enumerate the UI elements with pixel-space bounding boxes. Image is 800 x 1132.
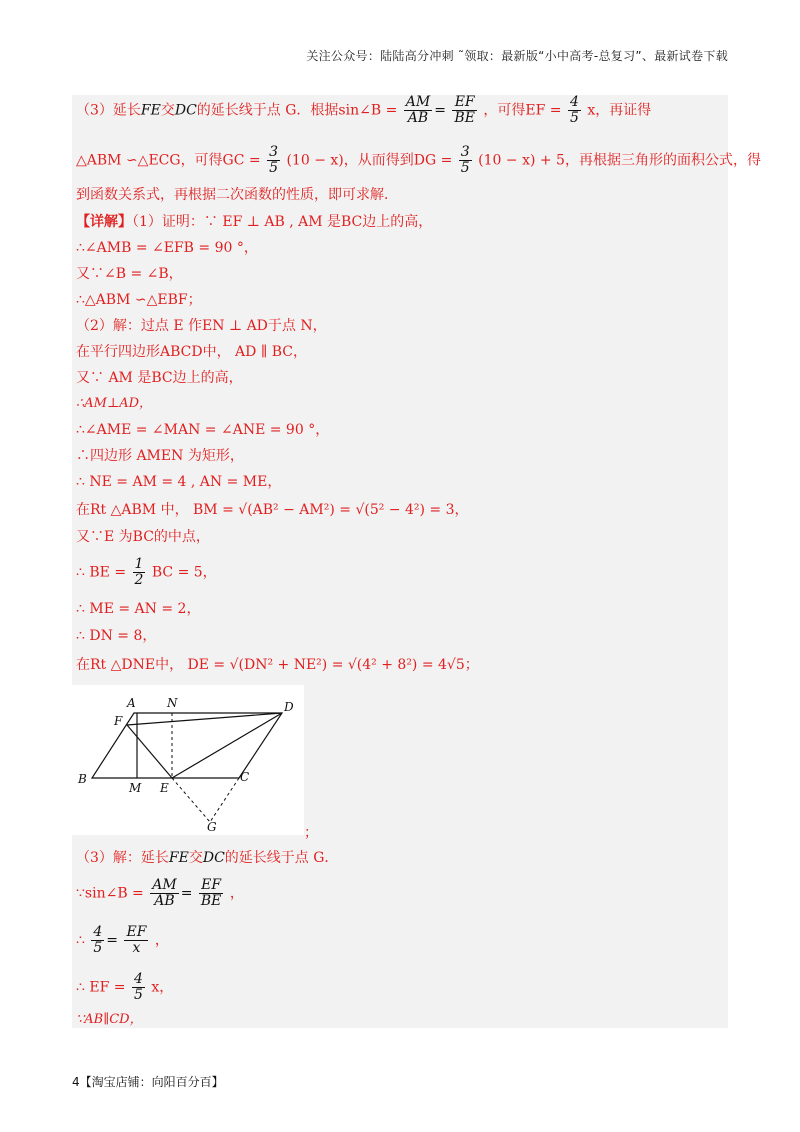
label-f: F	[114, 714, 123, 728]
fraction: $\frac{3}{5}$	[269, 144, 279, 176]
line-15: 在Rt △ABM 中， BM = √(AB² − AM²) = √(5² − 4²) = 3，	[76, 502, 469, 518]
line-10: 又∵ AM 是BC边上的高，	[76, 370, 243, 386]
line-22: ∵sin∠B = $\frac{AM}{AB}$ = $\frac{EF}{BE}$ ，	[76, 877, 244, 909]
line-5: ∴∠AMB = ∠EFB = 90 °，	[76, 240, 258, 256]
line-12: ∴∠AME = ∠MAN = ∠ANE = 90 °，	[76, 422, 330, 438]
label-n: N	[167, 696, 178, 710]
fraction: $\frac{EF}{BE}$	[200, 877, 222, 909]
line-14: ∴ NE = AM = 4 , AN = ME，	[76, 474, 282, 490]
line-25: ∵AB∥CD，	[76, 1012, 143, 1027]
line-23: ∴ $\frac{4}{5}$ = $\frac{EF}{x}$ ，	[76, 924, 169, 956]
line-19: ∴ DN = 8，	[76, 628, 157, 644]
fraction: $\frac{AM}{AB}$	[405, 94, 431, 126]
label-e: E	[160, 781, 169, 795]
fraction: $\frac{EF}{BE}$	[454, 94, 475, 126]
fraction: $\frac{AM}{AB}$	[152, 877, 177, 909]
line-detail-title: 【详解】（1）证明：∵ EF ⊥ AB , AM 是BC边上的高，	[76, 214, 433, 230]
solution-panel	[72, 94, 761, 1028]
line-6: 又∵∠B = ∠B，	[76, 266, 183, 282]
label-a: A	[127, 696, 136, 710]
line-17: ∴ BE = $\frac{1}{2}$ BC = 5，	[76, 556, 217, 588]
fraction: $\frac{4}{5}$	[133, 971, 143, 1003]
label-d: D	[284, 700, 294, 714]
line-24: ∴ EF = $\frac{4}{5}$ x，	[76, 971, 174, 1003]
label-m: M	[129, 781, 142, 795]
fraction: $\frac{1}{2}$	[134, 556, 144, 588]
figure-semicolon: ；	[304, 825, 318, 841]
geometry-figure	[72, 685, 304, 835]
line-16: 又∵E 为BC的中点，	[76, 529, 210, 545]
label-g: G	[207, 820, 217, 834]
line-8: （2）解：过点 E 作EN ⊥ AD于点 N，	[76, 318, 327, 334]
fraction: $\frac{EF}{x}$	[126, 924, 147, 956]
line-20: 在Rt △DNE中， DE = √(DN² + NE²) = √(4² + 8²) = 4√5；	[76, 657, 479, 673]
line-hint-3: 到函数关系式，再根据二次函数的性质，即可求解．	[76, 187, 398, 203]
fraction: $\frac{4}{5}$	[93, 924, 103, 956]
line-21: （3）解：延长FE交DC的延长线于点 G．	[76, 850, 339, 866]
page-header: 关注公众号：陆陆高分冲刺 ˜领取：最新版“小中高考-总复习”、最新试卷下载	[306, 49, 728, 63]
line-9: 在平行四边形ABCD中， AD ∥ BC，	[76, 344, 308, 360]
parallelogram-diagram	[72, 685, 304, 835]
line-13: ∴四边形 AMEN 为矩形，	[76, 448, 244, 464]
line-18: ∴ ME = AN = 2，	[76, 601, 201, 617]
label-b: B	[78, 772, 87, 786]
line-7: ∴△ABM ∽△EBF；	[76, 292, 202, 308]
fraction: $\frac{4}{5}$	[569, 94, 579, 126]
label-c: C	[240, 770, 250, 784]
line-11: ∴AM⊥AD，	[76, 396, 153, 411]
line-hint-2: △ABM ∽△ECG，可得GC = $\frac{3}{5}$ (10 − x)，从而得到DG = $\frac{3}{5}$ (10 − x) + 5，再根据三角形的面积公式，得	[76, 144, 761, 176]
fraction: $\frac{3}{5}$	[460, 144, 470, 176]
page-footer: 4【淘宝店铺：向阳百分百】	[72, 1075, 224, 1089]
line-hint-1: （3）延长FE交DC的延长线于点 G．根据sin∠B = $\frac{AM}{AB}$ = $\frac{EF}{BE}$ ，可得EF = $\frac{4}{5}$ x，再证得	[76, 94, 652, 126]
